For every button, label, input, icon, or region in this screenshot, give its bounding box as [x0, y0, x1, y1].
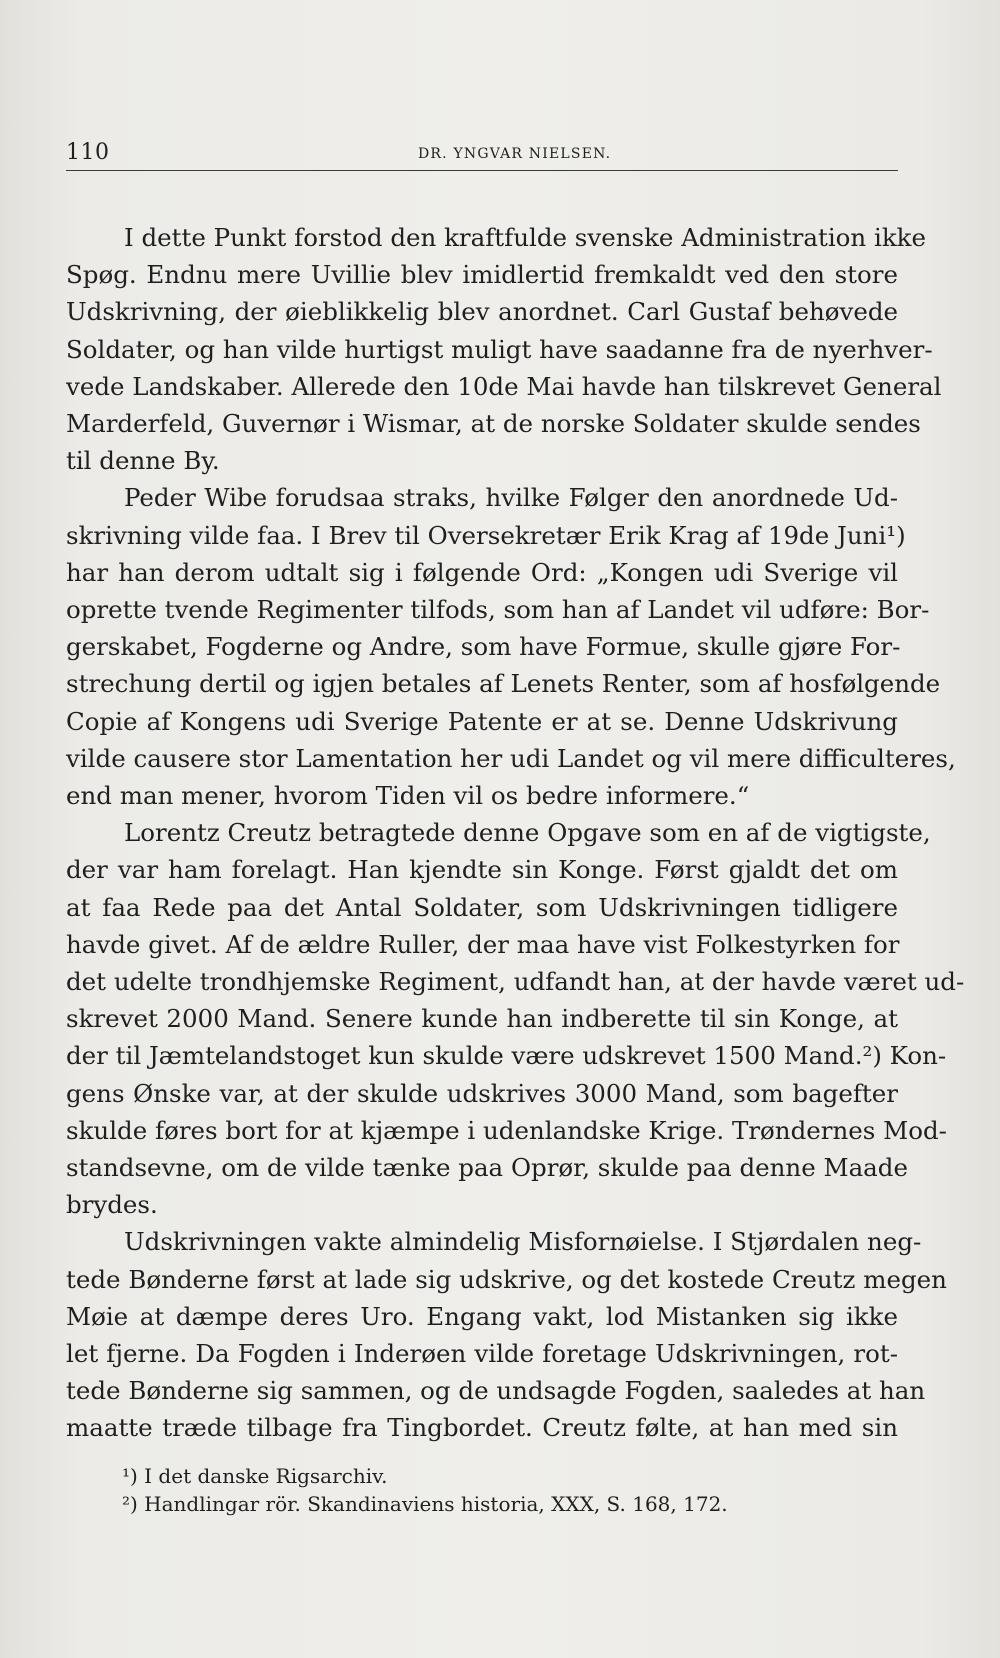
- text-line: I dette Punkt forstod den kraftfulde svenske Administration ikke: [124, 223, 927, 252]
- text-line: Copie af Kongens udi Sverige Patente er at se. Denne Udskrivung: [66, 706, 898, 736]
- text-line: gens Ønske var, at der skulde udskrives 3000 Mand, som bagefter: [66, 1078, 898, 1108]
- footnote: ¹) I det danske Rigsarchiv.: [122, 1464, 388, 1488]
- text-line: brydes.: [66, 1190, 158, 1220]
- text-line: oprette tvende Regimenter tilfods, som han af Landet vil udføre: Bor-: [66, 595, 930, 624]
- text-line: let fjerne. Da Fogden i Inderøen vilde foretage Udskrivningen, rot-: [66, 1339, 898, 1368]
- text-line: der til Jæmtelandstoget kun skulde være udskrevet 1500 Mand.²) Kon-: [66, 1041, 947, 1071]
- text-line: det udelte trondhjemske Regiment, udfandt han, at der havde været ud-: [66, 967, 965, 996]
- text-line: tede Bønderne først at lade sig udskrive, og det kostede Creutz megen: [66, 1264, 947, 1294]
- text-line: til denne By.: [66, 446, 220, 476]
- page-number: 110: [66, 140, 110, 165]
- text-line: Peder Wibe forudsaa straks, hvilke Følger den anordnede Ud-: [124, 483, 898, 513]
- text-line: vilde causere stor Lamentation her udi Landet og vil mere difficulteres,: [66, 743, 956, 773]
- text-line: skulde føres bort for at kjæmpe i udenlandske Krige. Trøndernes Mod-: [66, 1115, 947, 1145]
- footnote: ²) Handlingar rör. Skandinaviens historia, XXX, S. 168, 172.: [122, 1492, 728, 1516]
- text-line: skrivning vilde faa. I Brev til Oversekretær Erik Krag af 19de Juni¹): [66, 520, 906, 550]
- text-line: Spøg. Endnu mere Uvillie blev imidlertid fremkaldt ved den store: [66, 260, 898, 290]
- running-head-title: DR. YNGVAR NIELSEN.: [418, 146, 612, 162]
- text-line: havde givet. Af de ældre Ruller, der maa have vist Folkestyrken for: [66, 929, 900, 959]
- text-line: Udskrivning, der øieblikkelig blev anordnet. Carl Gustaf behøvede: [66, 297, 898, 327]
- text-line: Møie at dæmpe deres Uro. Engang vakt, lod Mistanken sig ikke: [66, 1301, 898, 1331]
- text-line: strechung dertil og igjen betales af Lenets Renter, som af hosfølgende: [66, 669, 941, 699]
- text-line: Udskrivningen vakte almindelig Misfornøielse. I Stjørdalen neg-: [124, 1227, 922, 1257]
- text-line: vede Landskaber. Allerede den 10de Mai havde han tilskrevet General: [66, 371, 942, 401]
- text-line: har han derom udtalt sig i følgende Ord: „Kongen udi Sverige vil: [66, 557, 898, 587]
- text-line: standsevne, om de vilde tænke paa Oprør, skulde paa denne Maade: [66, 1153, 908, 1182]
- text-line: Lorentz Creutz betragtede denne Opgave som en af de vigtigste,: [124, 818, 931, 848]
- text-line: tede Bønderne sig sammen, og de undsagde Fogden, saaledes at han: [66, 1376, 926, 1406]
- text-line: at faa Rede paa det Antal Soldater, som Udskrivningen tidligere: [66, 892, 898, 922]
- text-line: maatte træde tilbage fra Tingbordet. Creutz følte, at han med sin: [66, 1413, 898, 1443]
- text-line: skrevet 2000 Mand. Senere kunde han indberette til sin Konge, at: [66, 1004, 898, 1034]
- text-line: gerskabet, Fogderne og Andre, som have Formue, skulle gjøre For-: [66, 632, 901, 662]
- running-head: [66, 136, 898, 171]
- text-line: Marderfeld, Guvernør i Wismar, at de norske Soldater skulde sendes: [66, 409, 921, 438]
- text-line: end man mener, hvorom Tiden vil os bedre informere.“: [66, 781, 750, 810]
- text-line: Soldater, og han vilde hurtigst muligt have saadanne fra de nyerhver-: [66, 334, 933, 364]
- text-line: der var ham forelagt. Han kjendte sin Konge. Først gjaldt det om: [66, 855, 898, 885]
